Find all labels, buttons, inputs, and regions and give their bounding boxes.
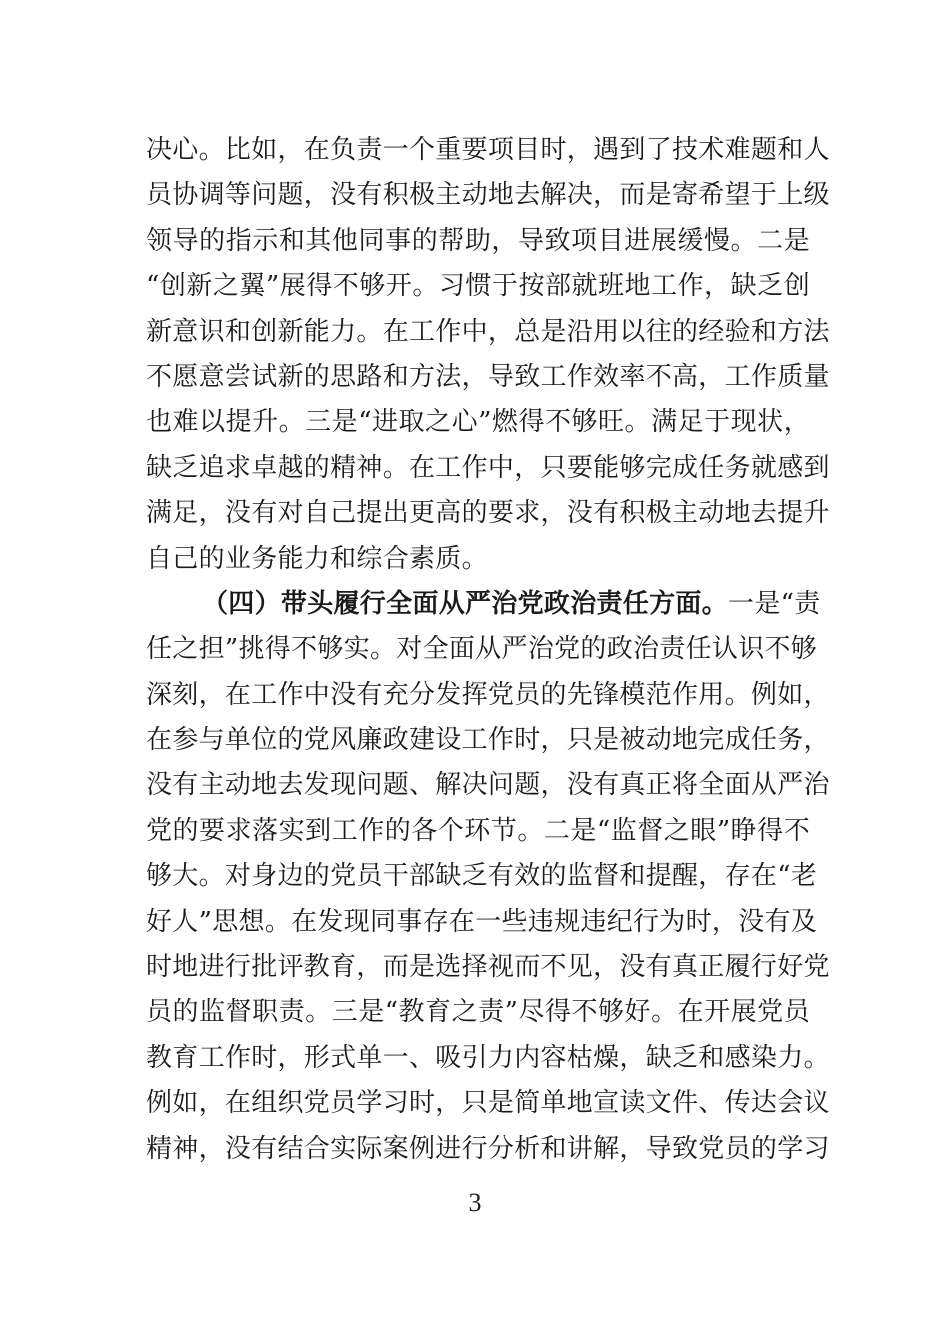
text-line: 深刻，在工作中没有充分发挥党员的先锋模范作用。例如， bbox=[146, 679, 830, 710]
text-line: 例如，在组织党员学习时，只是简单地宣读文件、传达会议 bbox=[146, 1088, 830, 1119]
text-line: 员协调等问题，没有积极主动地去解决，而是寄希望于上级 bbox=[146, 180, 830, 211]
text-line: 在参与单位的党风廉政建设工作时，只是被动地完成任务， bbox=[146, 725, 830, 756]
heading-line-rest: 一是“责 bbox=[728, 588, 821, 619]
body-text bbox=[146, 128, 830, 1172]
paragraph-2 bbox=[146, 582, 830, 1172]
text-line-heading bbox=[146, 582, 821, 627]
text-line: 也难以提升。三是“进取之心”燃得不够旺。满足于现状， bbox=[146, 407, 810, 438]
text-line: 不愿意尝试新的思路和方法，导致工作效率不高，工作质量 bbox=[146, 361, 830, 392]
text-line: 没有主动地去发现问题、解决问题，没有真正将全面从严治 bbox=[146, 770, 830, 801]
text-line: 教育工作时，形式单一、吸引力内容枯燥，缺乏和感染力。 bbox=[146, 1042, 830, 1073]
text-line: 新意识和创新能力。在工作中，总是沿用以往的经验和方法 bbox=[146, 316, 830, 347]
text-line: 领导的指示和其他同事的帮助，导致项目进展缓慢。二是 bbox=[146, 225, 810, 256]
text-line: 自己的业务能力和综合素质。 bbox=[146, 543, 488, 574]
text-line: 满足，没有对自己提出更高的要求，没有积极主动地去提升 bbox=[146, 498, 830, 529]
section-heading: （四）带头履行全面从严治党政治责任方面。 bbox=[202, 588, 729, 619]
text-line: “创新之翼”展得不够开。习惯于按部就班地工作，缺乏创 bbox=[146, 271, 810, 302]
text-line: 缺乏追求卓越的精神。在工作中，只要能够完成任务就感到 bbox=[146, 452, 830, 483]
text-line: 精神，没有结合实际案例进行分析和讲解，导致党员的学习 bbox=[146, 1133, 830, 1164]
page-number: 3 bbox=[468, 1188, 482, 1217]
paragraph-1 bbox=[146, 128, 830, 582]
text-line: 时地进行批评教育，而是选择视而不见，没有真正履行好党 bbox=[146, 952, 830, 983]
text-line: 够大。对身边的党员干部缺乏有效的监督和提醒，存在“老 bbox=[146, 861, 818, 892]
text-line: 决心。比如，在负责一个重要项目时，遇到了技术难题和人 bbox=[146, 135, 830, 165]
text-line: 员的监督职责。三是“教育之责”尽得不够好。在开展党员 bbox=[146, 997, 810, 1028]
text-line: 党的要求落实到工作的各个环节。二是“监督之眼”睁得不 bbox=[146, 815, 810, 846]
text-line: 好人”思想。在发现同事存在一些违规违纪行为时，没有及 bbox=[146, 906, 818, 937]
text-line: 任之担”挑得不够实。对全面从严治党的政治责任认识不够 bbox=[146, 634, 818, 665]
